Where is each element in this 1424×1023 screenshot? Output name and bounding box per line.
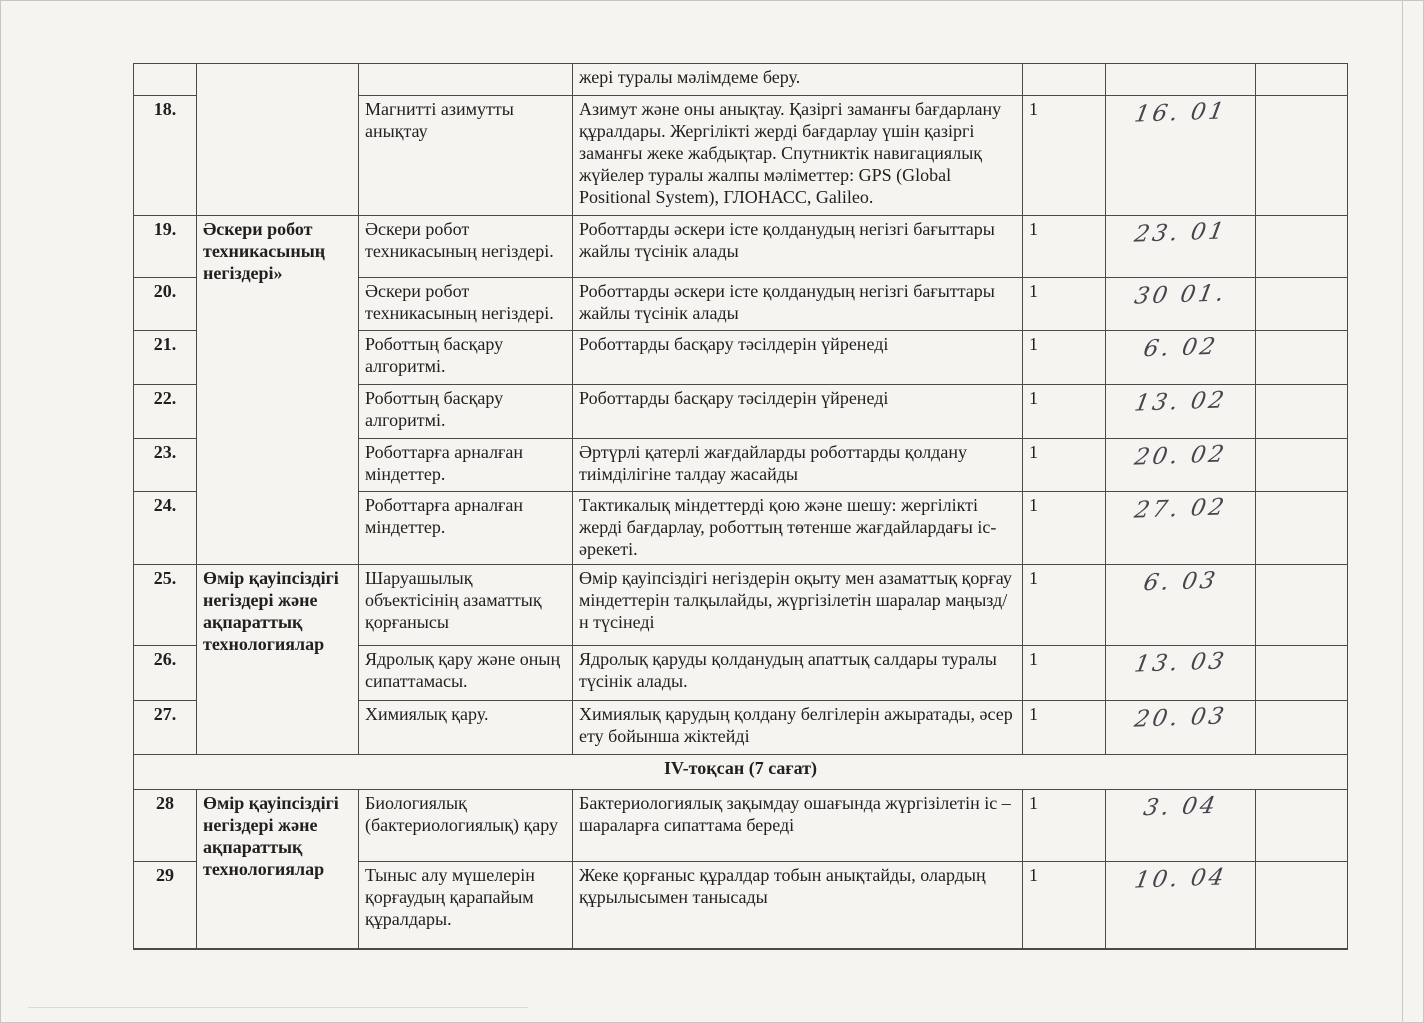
row-number-cell [134, 64, 197, 96]
handwritten-date: 6. 03 [1141, 567, 1220, 597]
empty-cell [1256, 96, 1348, 216]
row-number-cell: 23. [134, 439, 197, 492]
row-number-cell: 29 [134, 862, 197, 949]
handwritten-date: 10. 04 [1132, 864, 1229, 894]
handwritten-date: 13. 03 [1132, 648, 1229, 678]
topic-cell: Химиялық қару. [359, 701, 573, 755]
objective-cell: Өмір қауіпсіздігі негіздерін оқыту мен азаматтық қорғау міндеттерін талқылайды, жүргізілетін шаралар маңызд/н түсінеді [573, 565, 1023, 646]
objective-cell: Роботтарды басқару тәсілдерін үйренеді [573, 331, 1023, 385]
objective-cell: Тактикалық міндеттерді қою және шешу: жергілікті жерді бағдарлау, роботтың төтенше жағдайлардағы іс-әрекеті. [573, 492, 1023, 565]
date-cell [1106, 790, 1256, 862]
topic-cell: Роботтарға арналған міндеттер. [359, 492, 573, 565]
empty-cell [1256, 278, 1348, 331]
empty-cell [1256, 64, 1348, 96]
objective-cell: Роботтарды әскери істе қолданудың негізгі бағыттары жайлы түсінік алады [573, 216, 1023, 278]
date-cell [1106, 96, 1256, 216]
hours-cell: 1 [1023, 96, 1106, 216]
section-cell: Өмір қауіпсіздігі негіздері және ақпараттық технологиялар [197, 565, 359, 755]
table-row [134, 216, 1348, 278]
objective-cell: Химиялық қарудың қолдану белгілерін ажыратады, әсер ету бойынша жіктейді [573, 701, 1023, 755]
hours-cell: 1 [1023, 278, 1106, 331]
empty-cell [1256, 439, 1348, 492]
row-number-cell: 24. [134, 492, 197, 565]
handwritten-date: 13. 02 [1132, 387, 1229, 417]
scan-artifact-line [28, 1007, 528, 1008]
page-fold-line [1402, 0, 1403, 1023]
quarter-header-row [134, 755, 1348, 790]
topic-cell: Роботтың басқару алгоритмі. [359, 331, 573, 385]
table-row [134, 64, 1348, 96]
handwritten-date: 20. 02 [1132, 441, 1229, 471]
date-cell [1106, 278, 1256, 331]
topic-cell: Магнитті азимутты анықтау [359, 96, 573, 216]
topic-cell: Роботтың басқару алгоритмі. [359, 385, 573, 439]
row-number-cell: 27. [134, 701, 197, 755]
lesson-plan-table [133, 63, 1348, 950]
empty-cell [1256, 790, 1348, 862]
empty-cell [1256, 701, 1348, 755]
handwritten-date: 3. 04 [1141, 792, 1220, 822]
handwritten-date: 16. 01 [1132, 98, 1229, 128]
handwritten-date: 6. 02 [1141, 333, 1220, 363]
hours-cell: 1 [1023, 216, 1106, 278]
date-cell [1106, 64, 1256, 96]
date-cell [1106, 492, 1256, 565]
hours-cell: 1 [1023, 862, 1106, 949]
date-cell [1106, 565, 1256, 646]
date-cell [1106, 439, 1256, 492]
hours-cell: 1 [1023, 646, 1106, 701]
section-cell [197, 64, 359, 216]
objective-cell: Азимут және оны анықтау. Қазіргі заманғы бағдарлану құралдары. Жергілікті жерді бағдарлау үшін қазіргі заманғы жеке жабдықтар. Спутниктік навигациялық жүйелер туралы жалпы мәліметтер: GPS (Global Positional System), ГЛОНАСС, Galileo. [573, 96, 1023, 216]
objective-cell: Ядролық қаруды қолданудың апаттық салдары туралы түсінік алады. [573, 646, 1023, 701]
quarter-header: IV-тоқсан (7 сағат) [134, 755, 1348, 790]
table-row [134, 790, 1348, 862]
date-cell [1106, 216, 1256, 278]
date-cell [1106, 862, 1256, 949]
row-number-cell: 28 [134, 790, 197, 862]
row-number-cell: 18. [134, 96, 197, 216]
empty-cell [1256, 331, 1348, 385]
section-cell: Әскери робот техникасының негіздері» [197, 216, 359, 565]
date-cell [1106, 701, 1256, 755]
handwritten-date: 20. 03 [1132, 703, 1229, 733]
hours-cell: 1 [1023, 439, 1106, 492]
handwritten-date: 30 01. [1132, 280, 1229, 310]
hours-cell: 1 [1023, 385, 1106, 439]
topic-cell: Роботтарға арналған міндеттер. [359, 439, 573, 492]
empty-cell [1256, 646, 1348, 701]
row-number-cell: 25. [134, 565, 197, 646]
hours-cell: 1 [1023, 790, 1106, 862]
empty-cell [1256, 565, 1348, 646]
row-number-cell: 20. [134, 278, 197, 331]
topic-cell: Ядролық қару және оның сипаттамасы. [359, 646, 573, 701]
topic-cell [359, 64, 573, 96]
topic-cell: Тыныс алу мүшелерін қорғаудың қарапайым құралдары. [359, 862, 573, 949]
empty-cell [1256, 862, 1348, 949]
hours-cell [1023, 64, 1106, 96]
topic-cell: Биологиялық (бактериологиялық) қару [359, 790, 573, 862]
objective-cell: Роботтарды әскери істе қолданудың негізгі бағыттары жайлы түсінік алады [573, 278, 1023, 331]
row-number-cell: 19. [134, 216, 197, 278]
objective-cell: Роботтарды басқару тәсілдерін үйренеді [573, 385, 1023, 439]
section-cell: Өмір қауіпсіздігі негіздері және ақпараттық технологиялар [197, 790, 359, 949]
row-number-cell: 26. [134, 646, 197, 701]
hours-cell: 1 [1023, 331, 1106, 385]
date-cell [1106, 385, 1256, 439]
handwritten-date: 27. 02 [1132, 494, 1229, 524]
date-cell [1106, 331, 1256, 385]
hours-cell: 1 [1023, 565, 1106, 646]
objective-cell: жері туралы мәлімдеме беру. [573, 64, 1023, 96]
handwritten-date: 23. 01 [1132, 218, 1229, 248]
table-row [134, 565, 1348, 646]
empty-cell [1256, 385, 1348, 439]
date-cell [1106, 646, 1256, 701]
hours-cell: 1 [1023, 492, 1106, 565]
objective-cell: Жеке қорғаныс құралдар тобын анықтайды, олардың құрылысымен танысады [573, 862, 1023, 949]
row-number-cell: 22. [134, 385, 197, 439]
empty-cell [1256, 216, 1348, 278]
objective-cell: Бактериологиялық зақымдау ошағында жүргізілетін іс – шараларға сипаттама береді [573, 790, 1023, 862]
objective-cell: Әртүрлі қатерлі жағдайларды роботтарды қолдану тиімділігіне талдау жасайды [573, 439, 1023, 492]
topic-cell: Әскери робот техникасының негіздері. [359, 278, 573, 331]
topic-cell: Әскери робот техникасының негіздері. [359, 216, 573, 278]
empty-cell [1256, 492, 1348, 565]
hours-cell: 1 [1023, 701, 1106, 755]
topic-cell: Шаруашылық объектісінің азаматтық қорғанысы [359, 565, 573, 646]
row-number-cell: 21. [134, 331, 197, 385]
